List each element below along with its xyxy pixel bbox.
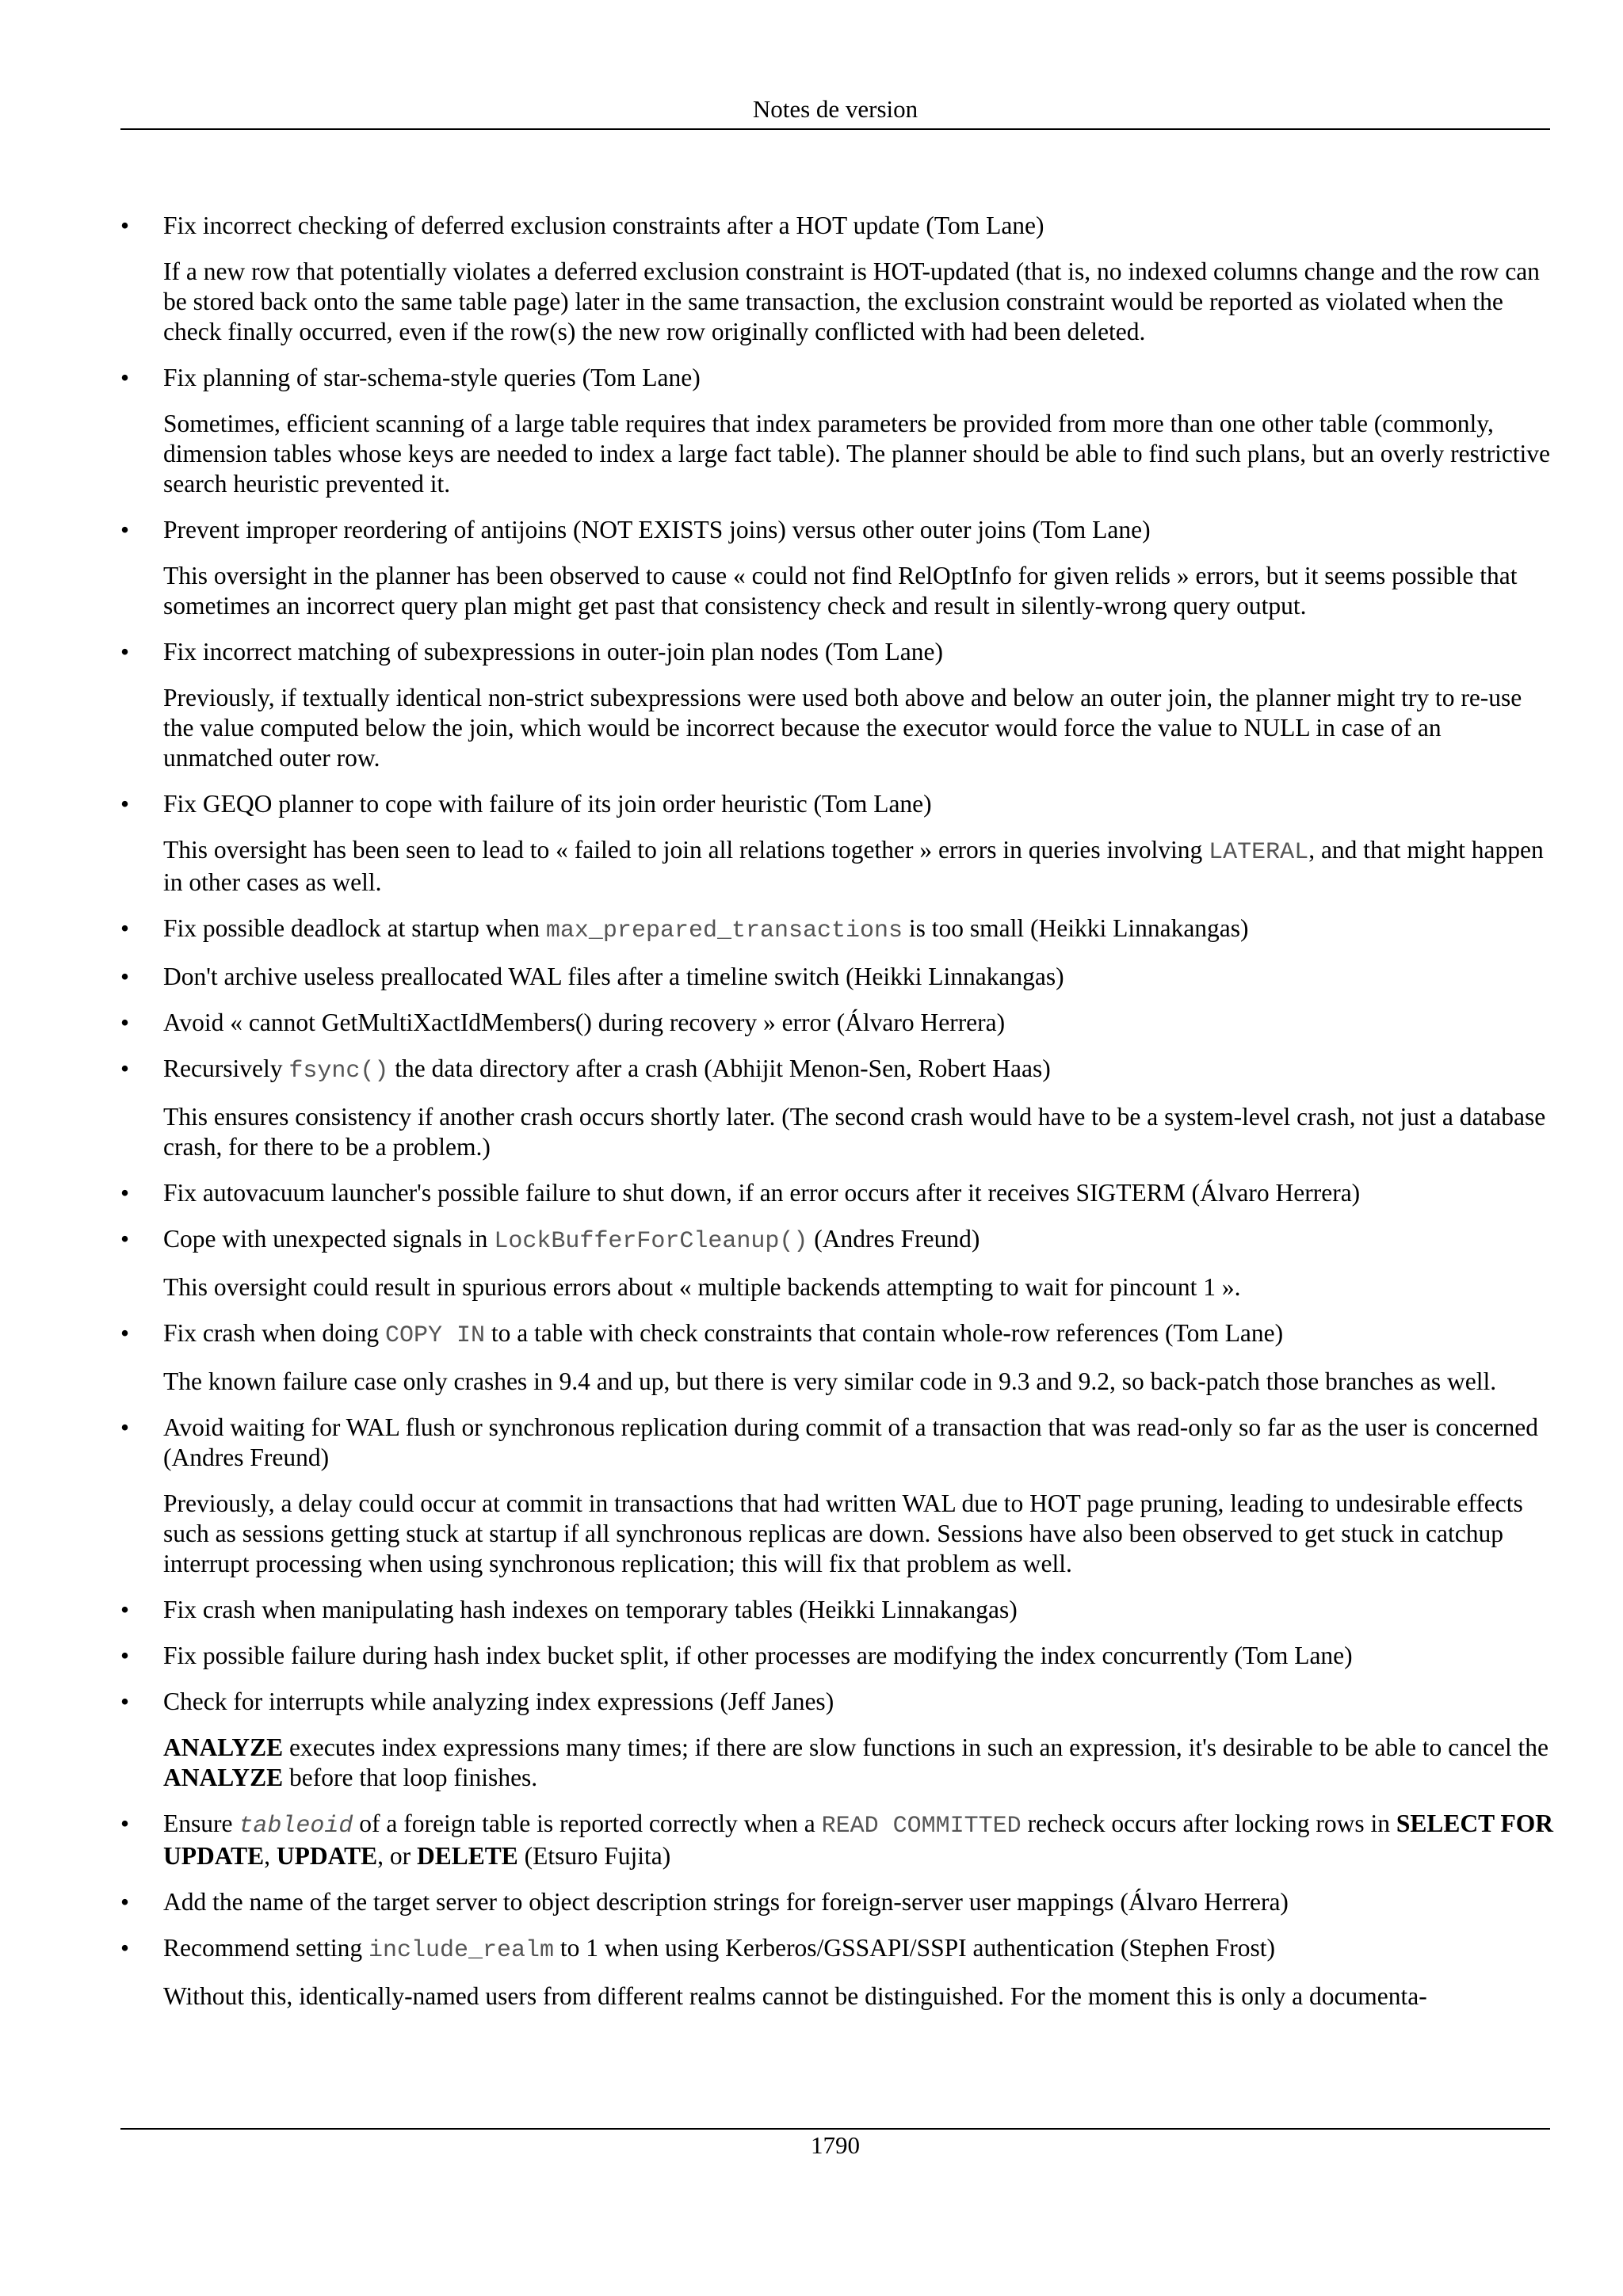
list-item (120, 1318, 1555, 1397)
item-title: Fix autovacuum launcher's possible failure to shut down, if an error occurs after it receives SIGTERM (Álvaro Herrera) (163, 1179, 1361, 1207)
item-description: Previously, a delay could occur at commit in transactions that had written WAL due to HOT page pruning, leading to undesirable effects such as sessions getting stuck at startup if all synchronous replicas are down. Sessions have also been observed to get stuck in catchup interrupt processing when using synchronous replication; this will fix that problem as well. (163, 1489, 1523, 1577)
item-title: Avoid « cannot GetMultiXactIdMembers() during recovery » error (Álvaro Herrera) (163, 1009, 1006, 1036)
item-title: Fix incorrect checking of deferred exclusion constraints after a HOT update (Tom Lane) (163, 212, 1044, 239)
item-description (163, 1733, 1555, 1793)
bullet: • (120, 212, 130, 239)
bullet: • (120, 790, 130, 818)
bullet: • (120, 914, 130, 942)
title-text: Recommend setting (163, 1934, 369, 1962)
title-text: Cope with unexpected signals in (163, 1225, 495, 1253)
list-item (120, 515, 1555, 621)
header-rule (120, 128, 1550, 130)
bullet: • (120, 1888, 130, 1916)
item-description: If a new row that potentially violates a deferred exclusion constraint is HOT-updated (that is, no indexed columns change and the row can be stored back onto the same table page) later in the same transaction, the exclusion constraint would be reported as violated when the check finally occurred, even if the row(s) the new row originally conflicted with had been deleted. (163, 257, 1540, 345)
list-item (120, 1413, 1555, 1579)
bullet: • (120, 1810, 130, 1837)
bullet: • (120, 638, 130, 666)
list-item (120, 363, 1555, 499)
code-lockbufferforcleanup: LockBufferForCleanup() (494, 1228, 808, 1255)
item-title: Avoid waiting for WAL flush or synchronous replication during commit of a transaction that was read-only so far as the user is concerned (Andres Freund) (163, 1413, 1538, 1471)
title-text: Fix possible deadlock at startup when (163, 914, 546, 942)
title-text: recheck occurs after locking rows in (1021, 1810, 1396, 1837)
list-item (120, 1178, 1555, 1208)
code-copy-in: COPY IN (384, 1322, 485, 1349)
page-header-title: Notes de version (752, 95, 918, 123)
item-title (163, 1054, 1555, 1086)
keyword-update: UPDATE (276, 1842, 378, 1870)
item-title (163, 1933, 1555, 1966)
code-fsync: fsync() (288, 1058, 389, 1085)
page-number: 1790 (811, 2131, 860, 2159)
list-item (120, 637, 1555, 773)
item-title: Fix possible failure during hash index bucket split, if other processes are modifying the index concurrently (Tom Lane) (163, 1642, 1353, 1669)
title-text: Recursively (163, 1055, 289, 1082)
item-title (163, 1809, 1555, 1871)
item-description (163, 835, 1555, 898)
desc-text: executes index expressions many times; if there are slow functions in such an expression, it's desirable to be able to cancel the (283, 1733, 1549, 1761)
bullet: • (120, 1688, 130, 1715)
bullet: • (120, 1934, 130, 1962)
bullet: • (120, 1413, 130, 1441)
item-description: The known failure case only crashes in 9.4 and up, but there is very similar code in 9.3 and 9.2, so back-patch those branches as well. (163, 1367, 1497, 1395)
keyword-analyze: ANALYZE (163, 1733, 284, 1761)
item-title: Fix incorrect matching of subexpressions in outer-join plan nodes (Tom Lane) (163, 638, 943, 666)
title-text: to 1 when using Kerberos/GSSAPI/SSPI authentication (Stephen Frost) (554, 1934, 1275, 1962)
code-tableoid: tableoid (239, 1813, 353, 1840)
title-text: (Andres Freund) (808, 1225, 980, 1253)
item-description: This ensures consistency if another crash occurs shortly later. (The second crash would have to be a system-level crash, not just a database crash, for there to be a problem.) (163, 1103, 1546, 1161)
desc-text: before that loop finishes. (283, 1764, 538, 1791)
item-description: Sometimes, efficient scanning of a large table requires that index parameters be provided from more than one other table (commonly, dimension tables whose keys are needed to index a large fact table). The planner should be able to find such plans, but an overly restrictive search heuristic prevented it. (163, 410, 1551, 498)
item-title: Prevent improper reordering of antijoins (NOT EXISTS joins) versus other outer joins (Tom Lane) (163, 516, 1151, 543)
title-text: (Etsuro Fujita) (517, 1842, 671, 1870)
title-text: , (264, 1842, 277, 1870)
item-title: Don't archive useless preallocated WAL files after a timeline switch (Heikki Linnakangas) (163, 963, 1064, 990)
desc-text: This oversight has been seen to lead to « failed to join all relations together » errors in queries involving (163, 836, 1209, 864)
release-notes-list (120, 211, 1555, 2027)
bullet: • (120, 1596, 130, 1623)
list-item (120, 1008, 1555, 1038)
item-title: Fix crash when manipulating hash indexes on temporary tables (Heikki Linnakangas) (163, 1596, 1018, 1623)
list-item (120, 211, 1555, 347)
item-description: Previously, if textually identical non-strict subexpressions were used both above and below an outer join, the planner might try to re-use the value computed below the join, which would be incorrect because the executor would force the value to NULL in case of an unmatched outer row. (163, 684, 1522, 772)
item-title (163, 1318, 1555, 1351)
item-title: Fix GEQO planner to cope with failure of its join order heuristic (Tom Lane) (163, 790, 932, 818)
code-include-realm: include_realm (368, 1937, 554, 1964)
bullet: • (120, 1319, 130, 1347)
title-text: is too small (Heikki Linnakangas) (903, 914, 1249, 942)
keyword-select-for-update: SELECT FOR UPDATE (163, 1810, 1553, 1870)
keyword-analyze: ANALYZE (163, 1764, 284, 1791)
title-text: Fix crash when doing (163, 1319, 385, 1347)
list-item (120, 1687, 1555, 1793)
bullet: • (120, 1225, 130, 1253)
desc-text: , and that might happen in other cases as well. (163, 836, 1544, 896)
item-description: Without this, identically-named users from different realms cannot be distinguished. For the moment this is only a documenta- (163, 1982, 1427, 2010)
list-item (120, 1809, 1555, 1871)
title-text: , or (377, 1842, 417, 1870)
list-item (120, 1641, 1555, 1671)
bullet: • (120, 1055, 130, 1082)
list-item (120, 789, 1555, 898)
list-item (120, 1054, 1555, 1162)
title-text: of a foreign table is reported correctly when a (353, 1810, 822, 1837)
item-title: Add the name of the target server to object description strings for foreign-server user mappings (Álvaro Herrera) (163, 1888, 1289, 1916)
title-text: to a table with check constraints that contain whole-row references (Tom Lane) (485, 1319, 1284, 1347)
list-item (120, 1933, 1555, 2012)
bullet: • (120, 516, 130, 543)
bullet: • (120, 963, 130, 990)
item-title (163, 913, 1555, 946)
bullet: • (120, 1179, 130, 1207)
code-read-committed: READ COMMITTED (821, 1813, 1022, 1840)
item-title (163, 1224, 1555, 1257)
list-item (120, 913, 1555, 946)
title-text: the data directory after a crash (Abhijit Menon-Sen, Robert Haas) (388, 1055, 1051, 1082)
keyword-delete: DELETE (416, 1842, 518, 1870)
item-title: Check for interrupts while analyzing index expressions (Jeff Janes) (163, 1688, 834, 1715)
bullet: • (120, 1009, 130, 1036)
bullet: • (120, 1642, 130, 1669)
list-item (120, 962, 1555, 992)
item-description: This oversight could result in spurious errors about « multiple backends attempting to wait for pincount 1 ». (163, 1273, 1241, 1301)
item-description: This oversight in the planner has been observed to cause « could not find RelOptInfo for given relids » errors, but it seems possible that sometimes an incorrect query plan might get past that consistency check and result in silently-wrong query output. (163, 562, 1518, 620)
bullet: • (120, 364, 130, 391)
item-title: Fix planning of star-schema-style queries (Tom Lane) (163, 364, 701, 391)
list-item (120, 1224, 1555, 1302)
list-item (120, 1887, 1555, 1917)
list-item (120, 1595, 1555, 1625)
code-max-prepared-transactions: max_prepared_transactions (545, 917, 903, 944)
title-text: Ensure (163, 1810, 239, 1837)
code-lateral: LATERAL (1209, 839, 1309, 866)
